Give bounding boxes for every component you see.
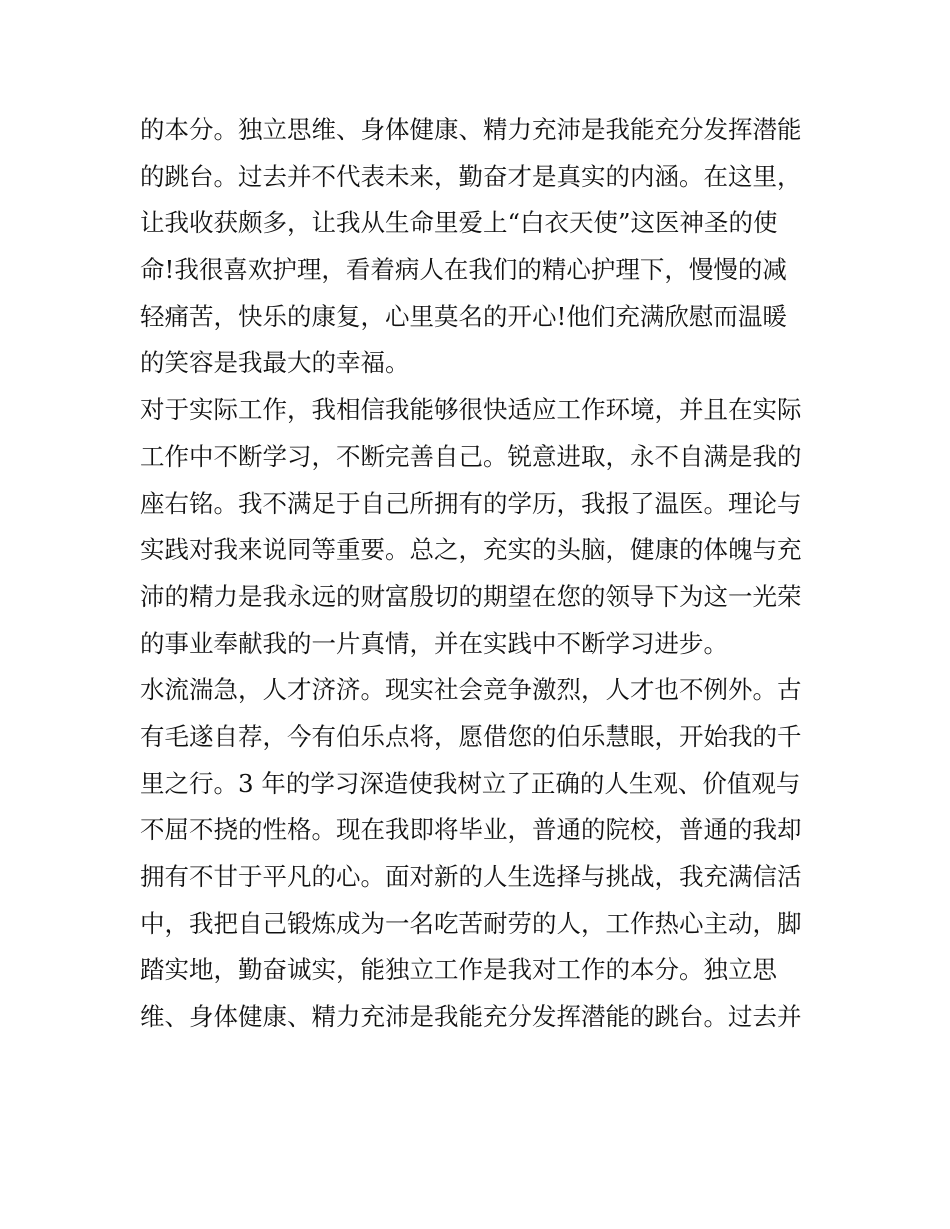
text-line: 的跳台。过去并不代表未来，勤奋才是真实的内涵。在这里， [140, 161, 802, 191]
text-line: 水流湍急，人才济济。现实社会竞争激烈，人才也不例外。古 [140, 675, 802, 705]
text-line: 实践对我来说同等重要。总之，充实的头脑，健康的体魄与充 [140, 535, 802, 565]
text-line: 踏实地，勤奋诚实，能独立工作是我对工作的本分。独立思 [140, 955, 777, 985]
text-line: 中，我把自己锻炼成为一名吃苦耐劳的人，工作热心主动，脚 [140, 908, 802, 938]
text-line: 不屈不挠的性格。现在我即将毕业，普通的院校，普通的我却 [140, 815, 802, 845]
text-line: 让我收获颇多，让我从生命里爱上“白衣天使”这医神圣的使 [140, 208, 778, 238]
text-line: 工作中不断学习，不断完善自己。锐意进取，永不自满是我的 [140, 441, 802, 471]
text-line: 维、身体健康、精力充沛是我能充分发挥潜能的跳台。过去并 [140, 1002, 802, 1032]
body-text [140, 107, 820, 1041]
text-line: 对于实际工作，我相信我能够很快适应工作环境，并且在实际 [140, 395, 802, 425]
text-line: 的事业奉献我的一片真情，并在实践中不断学习进步。 [140, 628, 728, 658]
text-line: 的笑容是我最大的幸福。 [140, 348, 410, 378]
text-line: 命!我很喜欢护理，看着病人在我们的精心护理下，慢慢的减 [140, 255, 787, 285]
text-line: 座右铭。我不满足于自己所拥有的学历，我报了温医。理论与 [140, 488, 802, 518]
text-line: 拥有不甘于平凡的心。面对新的人生选择与挑战，我充满信活 [140, 862, 802, 891]
text-line: 轻痛苦，快乐的康复，心里莫名的开心!他们充满欣慰而温暖 [140, 301, 787, 331]
text-line: 里之行。3 年的学习深造使我树立了正确的人生观、价值观与 [140, 768, 801, 798]
text-line: 沛的精力是我永远的财富殷切的期望在您的领导下为这一光荣 [140, 581, 802, 611]
text-line: 的本分。独立思维、身体健康、精力充沛是我能充分发挥潜能 [140, 115, 802, 144]
text-line: 有毛遂自荐，今有伯乐点将，愿借您的伯乐慧眼，开始我的千 [140, 721, 802, 751]
